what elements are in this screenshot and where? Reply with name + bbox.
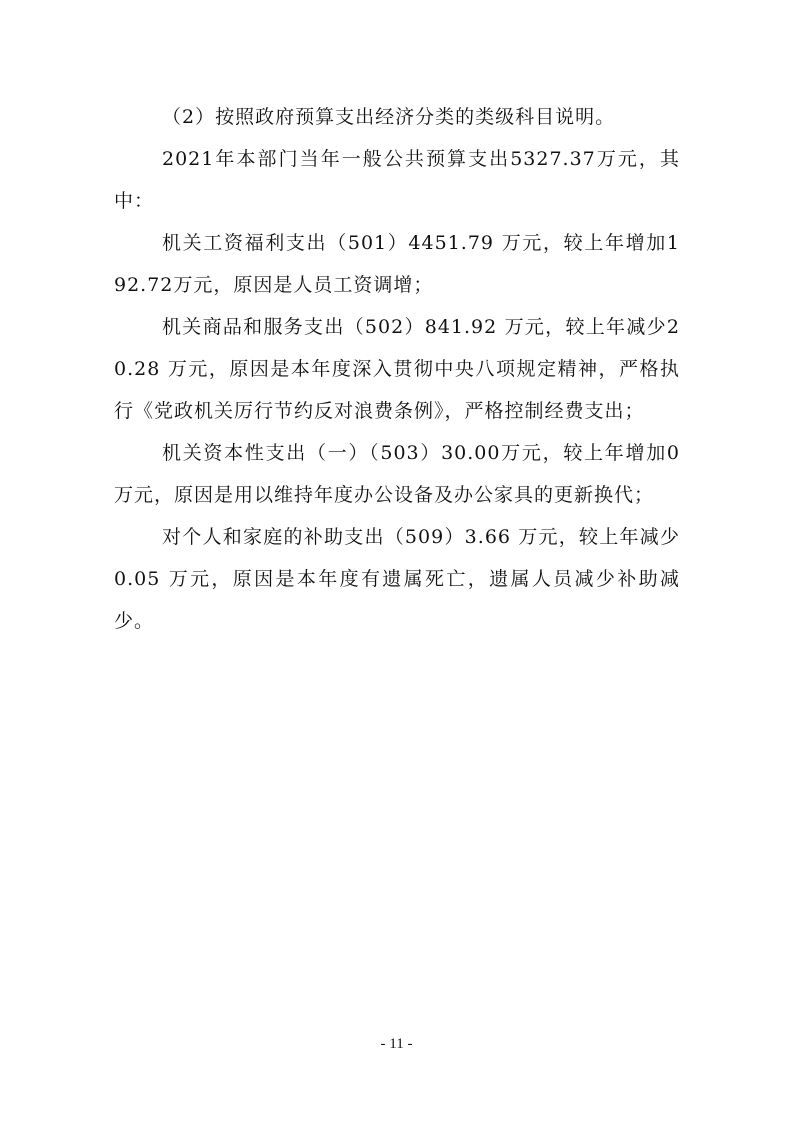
- document-body: [114, 96, 680, 642]
- paragraph-wages-welfare: 机关工资福利支出（501）4451.79 万元，较上年增加192.72万元，原因是人员工资调增；: [114, 232, 680, 296]
- paragraph-total-expenditure: 2021年本部门当年一般公共预算支出5327.37万元，其中：: [114, 148, 680, 212]
- paragraph-capital-expenditure: 机关资本性支出（一）（503）30.00万元，较上年增加0 万元，原因是用以维持年度办公设备及办公家具的更新换代；: [114, 442, 680, 506]
- paragraph-goods-services: 机关商品和服务支出（502）841.92 万元，较上年减少20.28 万元，原因是本年度深入贯彻中央八项规定精神，严格执行《党政机关厉行节约反对浪费条例》，严格控制经费支出；: [114, 316, 680, 422]
- paragraph-individual-subsidies: 对个人和家庭的补助支出（509）3.66 万元，较上年减少 0.05 万元，原因是本年度有遗属死亡，遗属人员减少补助减少。: [114, 526, 680, 632]
- paragraph-section-heading: （2）按照政府预算支出经济分类的类级科目说明。: [162, 106, 616, 128]
- page-number: - 11 -: [380, 1036, 413, 1052]
